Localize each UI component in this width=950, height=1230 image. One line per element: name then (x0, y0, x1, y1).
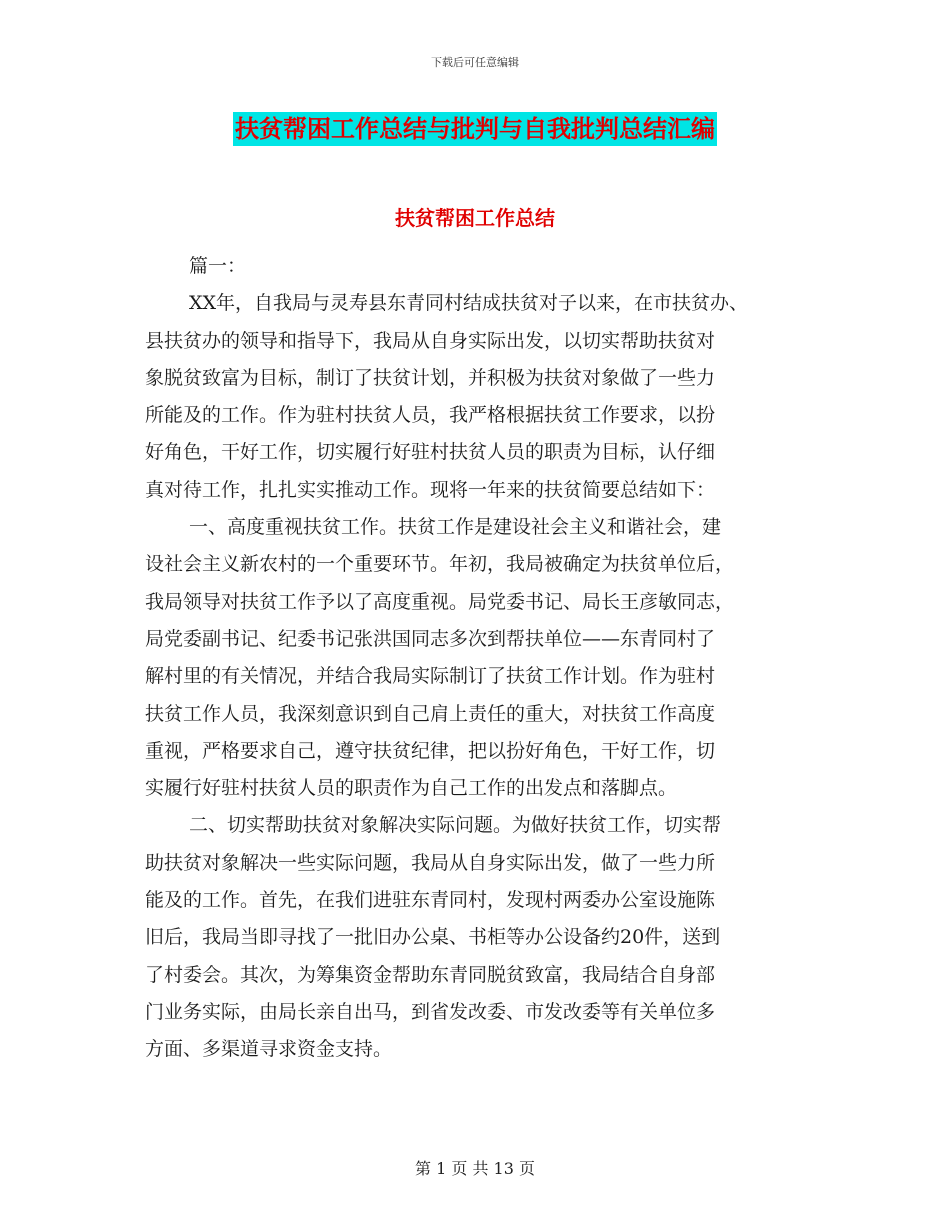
body-line: 设社会主义新农村的一个重要环节。年初，我局被确定为扶贫单位后， (145, 553, 735, 576)
body-line: 重视，严格要求自己，遵守扶贫纪律，把以扮好角色，干好工作，切 (145, 739, 716, 762)
body-line: 一、高度重视扶贫工作。扶贫工作是建设社会主义和谐社会，建 (189, 516, 722, 539)
body-line: 助扶贫对象解决一些实际问题，我局从自身实际出发，做了一些力所 (145, 851, 716, 874)
body-line: 能及的工作。首先，在我们进驻东青同村，发现村两委办公室设施陈 (145, 889, 716, 912)
body-line: 实履行好驻村扶贫人员的职责作为自己工作的出发点和落脚点。 (145, 777, 678, 800)
body-text (145, 248, 807, 1069)
body-line: 局党委副书记、纪委书记张洪国同志多次到帮扶单位——东青同村了 (145, 627, 716, 650)
body-line: 象脱贫致富为目标，制订了扶贫计划，并积极为扶贫对象做了一些力 (145, 366, 716, 389)
body-line: 旧后，我局当即寻找了一批旧办公桌、书柜等办公设备约20件，送到 (145, 926, 721, 949)
body-line: 方面、多渠道寻求资金支持。 (145, 1038, 393, 1061)
body-line: 篇一： (189, 255, 247, 277)
header-note: 下载后可任意编辑 (431, 56, 519, 69)
body-line: 扶贫工作人员，我深刻意识到自己肩上责任的重大，对扶贫工作高度 (145, 702, 716, 725)
body-line: 县扶贫办的领导和指导下，我局从自身实际出发，以切实帮助扶贫对 (145, 329, 716, 352)
main-title: 扶贫帮困工作总结与批判与自我批判总结汇编 (233, 112, 717, 146)
body-line: 真对待工作，扎扎实实推动工作。现将一年来的扶贫简要总结如下： (145, 478, 716, 501)
body-line: 解村里的有关情况，并结合我局实际制订了扶贫工作计划。作为驻村 (145, 665, 716, 688)
body-line: 所能及的工作。作为驻村扶贫人员，我严格根据扶贫工作要求，以扮 (145, 404, 716, 427)
body-line: 了村委会。其次，为筹集资金帮助东青同脱贫致富，我局结合自身部 (145, 963, 716, 986)
body-line: 二、切实帮助扶贫对象解决实际问题。为做好扶贫工作，切实帮 (189, 814, 722, 837)
page-footer: 第 1 页 共 13 页 (415, 1159, 535, 1178)
body-line: 我局领导对扶贫工作予以了高度重视。局党委书记、局长王彦敏同志， (145, 590, 735, 613)
body-line: 门业务实际，由局长亲自出马，到省发改委、市发改委等有关单位多 (145, 1000, 716, 1023)
section-title: 扶贫帮困工作总结 (395, 206, 555, 230)
body-line: 好角色，干好工作，切实履行好驻村扶贫人员的职责为目标，认仔细 (145, 441, 716, 464)
body-line: XX年，自我局与灵寿县东青同村结成扶贫对子以来，在市扶贫办、 (189, 292, 749, 315)
